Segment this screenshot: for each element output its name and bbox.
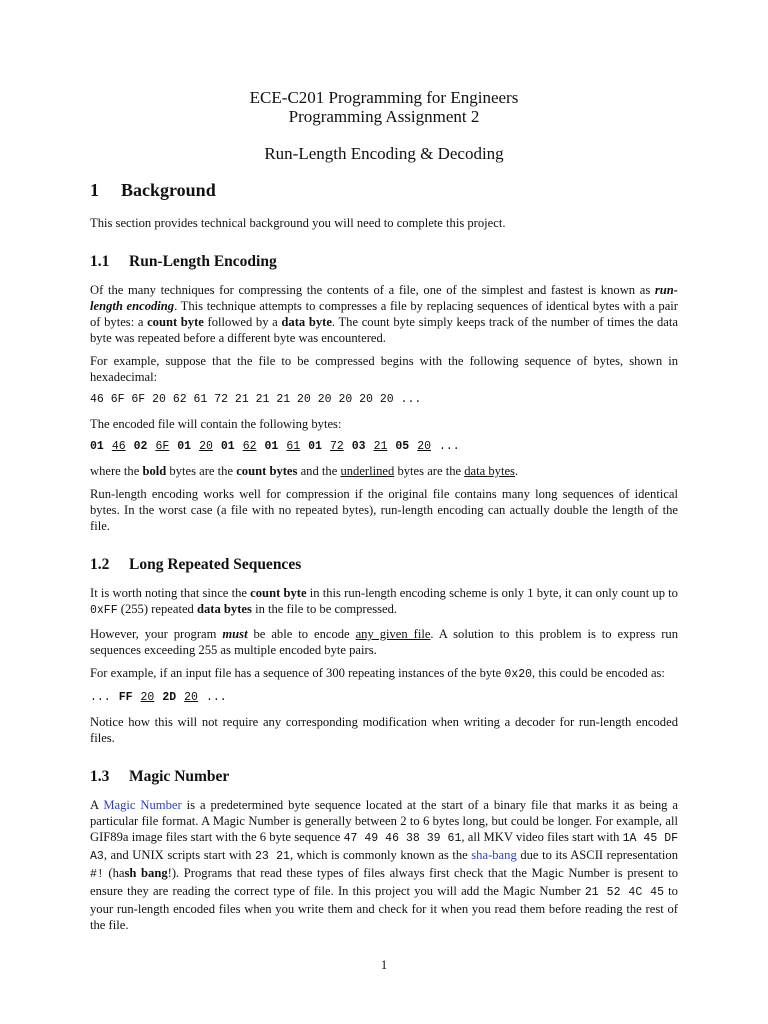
data-byte: 20 (199, 440, 213, 453)
sha-bang-link[interactable]: sha-bang (471, 848, 517, 862)
long-seq-paragraph-1 (90, 585, 678, 619)
text-run: to your run-length encoded files when you write them and check for it when you read them before reading the rest of the file. (90, 884, 678, 932)
data-byte: 62 (242, 440, 257, 453)
course-title: ECE-C201 Programming for Engineers (249, 88, 519, 107)
count-byte: 02 (133, 440, 148, 453)
emphasis-bold: bold (142, 464, 167, 478)
data-byte: 20 (417, 440, 431, 453)
text-run: !). Programs that read these types of files always first check that the Magic Number is present to ensure they are reading the correct type of file. In this project you will add the Magic Number (90, 866, 678, 898)
rle-paragraph-1 (90, 282, 678, 346)
subsection-heading-magic-number (90, 768, 678, 786)
text-run: However, your program (90, 627, 223, 641)
magic-number-link[interactable]: Magic Number (103, 798, 182, 812)
emphasis-underlined: underlined (340, 464, 395, 478)
inline-code: 23 21 (255, 850, 290, 863)
subsection-title: Run-Length Encoding (129, 253, 277, 270)
document-subtitle: Run-Length Encoding & Decoding (264, 144, 504, 163)
subsection-number: 1.1 (90, 253, 110, 270)
text-run: (255) repeated (117, 602, 197, 616)
rle-paragraph-3: The encoded file will contain the following bytes: (90, 417, 342, 431)
inline-code: 47 49 46 38 39 61 (343, 832, 462, 845)
term-count-byte: count byte (147, 315, 204, 329)
count-byte: 2D (162, 691, 177, 704)
text-run: Of the many techniques for compressing the contents of a file, one of the simplest and fastest is known as (90, 283, 655, 297)
count-byte: 05 (395, 440, 410, 453)
text-run: in this run-length encoding scheme is only 1 byte, it can only count up to (306, 586, 678, 600)
long-seq-paragraph-2 (90, 626, 678, 658)
text-run: and the (297, 464, 341, 478)
magic-number-paragraph (90, 797, 678, 933)
text-run: . This technique attempts to compresses a file by replacing sequences of identical bytes with a pair of bytes: a (90, 299, 678, 329)
data-byte: 72 (329, 440, 344, 453)
subsection-number: 1.2 (90, 556, 110, 573)
text-run: where the (90, 464, 143, 478)
subsection-title: Magic Number (129, 768, 230, 785)
text-run: due to its ASCII representation (516, 848, 678, 862)
text-run: , and UNIX scripts start with (103, 848, 255, 862)
data-byte: 20 (140, 691, 155, 704)
text-run: is a predetermined byte sequence located at the start of a binary file that marks it as being a particular file format. A Magic Number is generally between 2 to 6 bytes long, but could be longer. For example, all GIF89a image files start with the 6 byte sequence (90, 798, 678, 844)
section-number: 1 (90, 180, 99, 200)
long-seq-paragraph-4: Notice how this will not require any corresponding modification when writing a decoder for run-length encoded files. (90, 715, 678, 745)
count-byte: 03 (351, 440, 366, 453)
count-byte: FF (118, 691, 133, 704)
text-run: It is worth noting that since the (90, 586, 251, 600)
emphasis-sh: sh (124, 866, 137, 880)
text-run: , all MKV video files start with (461, 830, 623, 844)
input-byte-sequence: 46 6F 6F 20 62 61 72 21 21 21 20 20 20 20 20 ... (90, 393, 422, 406)
text-run: bytes are the (394, 464, 465, 478)
long-seq-paragraph-3 (90, 665, 678, 683)
term-data-byte: data byte (281, 315, 332, 329)
title-block (90, 88, 678, 162)
term-count-bytes: count bytes (236, 464, 298, 478)
term-data-bytes: data bytes (464, 464, 515, 478)
section-heading-background (90, 180, 678, 201)
ellipsis: ... (205, 691, 227, 704)
text-run: (ha (103, 866, 125, 880)
text-run: , this could be encoded as: (532, 666, 665, 680)
inline-code: #! (90, 868, 104, 881)
subsection-heading-long-sequences (90, 556, 678, 574)
inline-code: 0x20 (504, 668, 533, 681)
subsection-number: 1.3 (90, 768, 110, 785)
rle-paragraph-5: Run-length encoding works well for compression if the original file contains many long sequences of identical bytes. In the worst case (a file with no repeated bytes), run-length encoding can actually double the length of the file. (90, 487, 678, 533)
assignment-title: Programming Assignment 2 (288, 107, 480, 126)
inline-code: 0xFF (90, 604, 118, 617)
text-run: be able to encode (247, 627, 356, 641)
text-run: followed by a (203, 315, 282, 329)
count-byte: 01 (177, 440, 192, 453)
count-byte: 01 (308, 440, 322, 453)
count-byte: 01 (90, 440, 104, 453)
inline-code: 21 52 4C 45 (584, 886, 664, 899)
term-data-bytes: data bytes (196, 602, 252, 616)
text-run: bytes are the (166, 464, 237, 478)
ellipsis: ... (90, 691, 111, 704)
text-run: in the file to be compressed. (251, 602, 398, 616)
count-byte: 01 (220, 440, 235, 453)
section-intro: This section provides technical background you will need to complete this project. (90, 216, 506, 230)
data-byte: 20 (184, 691, 198, 704)
ellipsis: ... (439, 440, 460, 453)
emphasis-bang: bang (141, 866, 168, 880)
text-run: . A solution to this problem is to express run sequences exceeding 255 as multiple encoded byte pairs. (90, 627, 679, 657)
inline-code: 1A 45 DF A3 (90, 832, 679, 863)
emphasis-must: must (222, 627, 248, 641)
long-seq-example (90, 691, 678, 704)
text-run: . The count byte simply keeps track of the number of times the data byte was repeated before a different byte was encountered. (90, 315, 678, 345)
emphasis-any-given-file: any given file (355, 627, 431, 641)
term-rle: run-length encoding (90, 283, 678, 313)
text-run: , which is commonly known as the (289, 848, 472, 862)
data-byte: 61 (286, 440, 301, 453)
text-run: A (90, 798, 104, 812)
term-count-byte: count byte (250, 586, 307, 600)
text-run: . (514, 464, 519, 478)
encoded-byte-sequence (90, 440, 678, 453)
rle-paragraph-2: For example, suppose that the file to be compressed begins with the following sequence of bytes, shown in hexadecimal: (90, 354, 678, 384)
subsection-heading-rle (90, 253, 678, 271)
section-title: Background (121, 180, 216, 200)
rle-paragraph-4 (90, 463, 678, 479)
subsection-title: Long Repeated Sequences (129, 556, 302, 573)
data-byte: 46 (111, 440, 126, 453)
data-byte: 21 (373, 440, 388, 453)
count-byte: 01 (264, 440, 279, 453)
text-run: For example, if an input file has a sequence of 300 repeating instances of the byte (90, 666, 505, 680)
data-byte: 6F (155, 440, 170, 453)
page-number: 1 (380, 958, 388, 972)
